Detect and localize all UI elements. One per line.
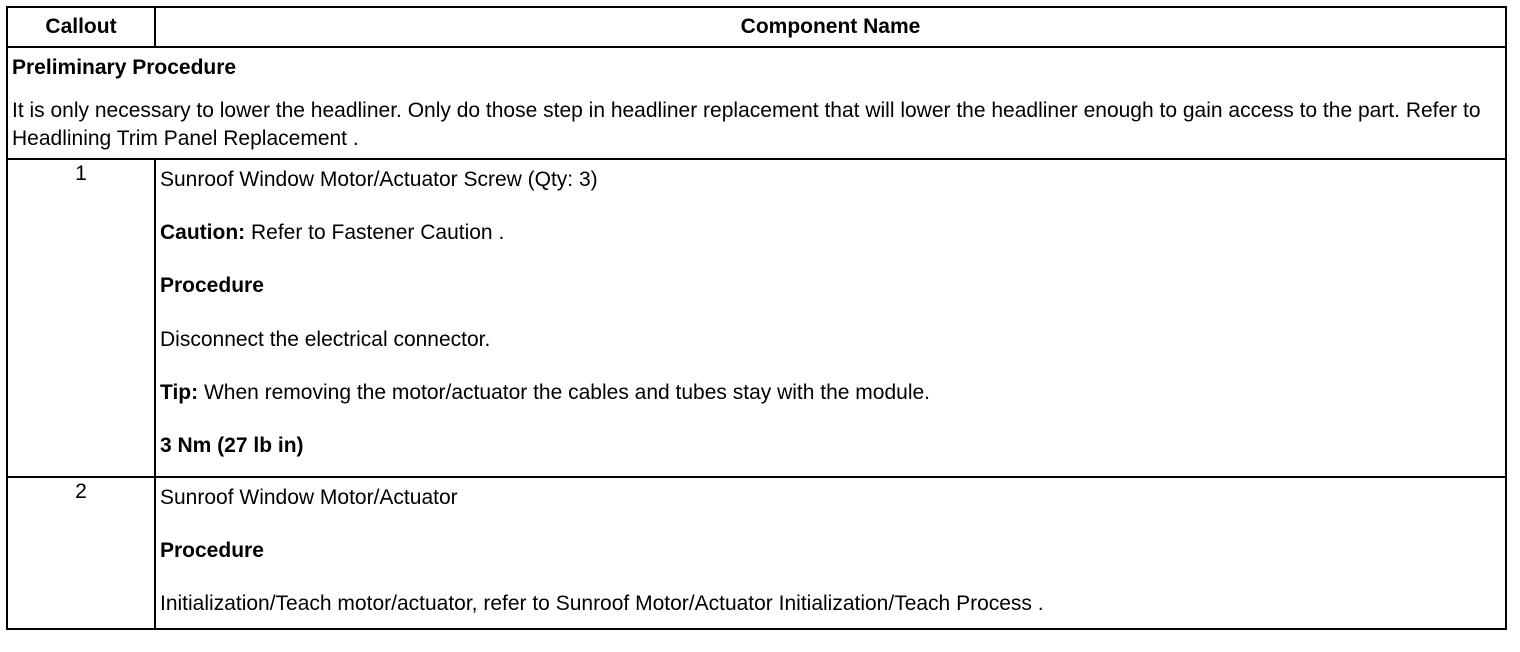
caution-label: Caution: [160, 221, 246, 245]
tip-note [160, 379, 1499, 406]
caution-note [160, 219, 1499, 246]
component-table [6, 6, 1507, 630]
procedure-step: Initialization/Teach motor/actuator, refer to Sunroof Motor/Actuator Initialization/Teach Process . [160, 592, 1044, 616]
table-header-row [7, 7, 1506, 47]
component-cell [156, 478, 1505, 624]
callout-cell: 2 [7, 477, 155, 629]
procedure-heading: Procedure [160, 274, 264, 298]
component-cell [156, 160, 1505, 466]
preliminary-procedure [8, 48, 1505, 158]
preliminary-row [7, 47, 1506, 159]
callout-cell: 1 [7, 159, 155, 477]
component-name-header: Component Name [155, 7, 1506, 47]
table-row [7, 477, 1506, 629]
procedure-step: Disconnect the electrical connector. [160, 327, 491, 351]
callout-header: Callout [7, 7, 155, 47]
component-name: Sunroof Window Motor/Actuator [160, 485, 458, 509]
torque-spec: 3 Nm (27 lb in) [160, 434, 304, 458]
procedure-heading: Procedure [160, 539, 264, 563]
component-name: Sunroof Window Motor/Actuator Screw (Qty: 3) [160, 167, 598, 191]
preliminary-title: Preliminary Procedure [12, 56, 237, 79]
tip-text: When removing the motor/actuator the cables and tubes stay with the module. [198, 381, 931, 405]
caution-text: Refer to Fastener Caution . [245, 221, 505, 245]
tip-label: Tip: [160, 381, 199, 405]
preliminary-text: It is only necessary to lower the headliner. Only do those step in headliner replacement that will lower the headliner enough to gain access to the part. Refer to Headlining Trim Panel Replacement . [12, 99, 1481, 150]
table-row [7, 159, 1506, 477]
